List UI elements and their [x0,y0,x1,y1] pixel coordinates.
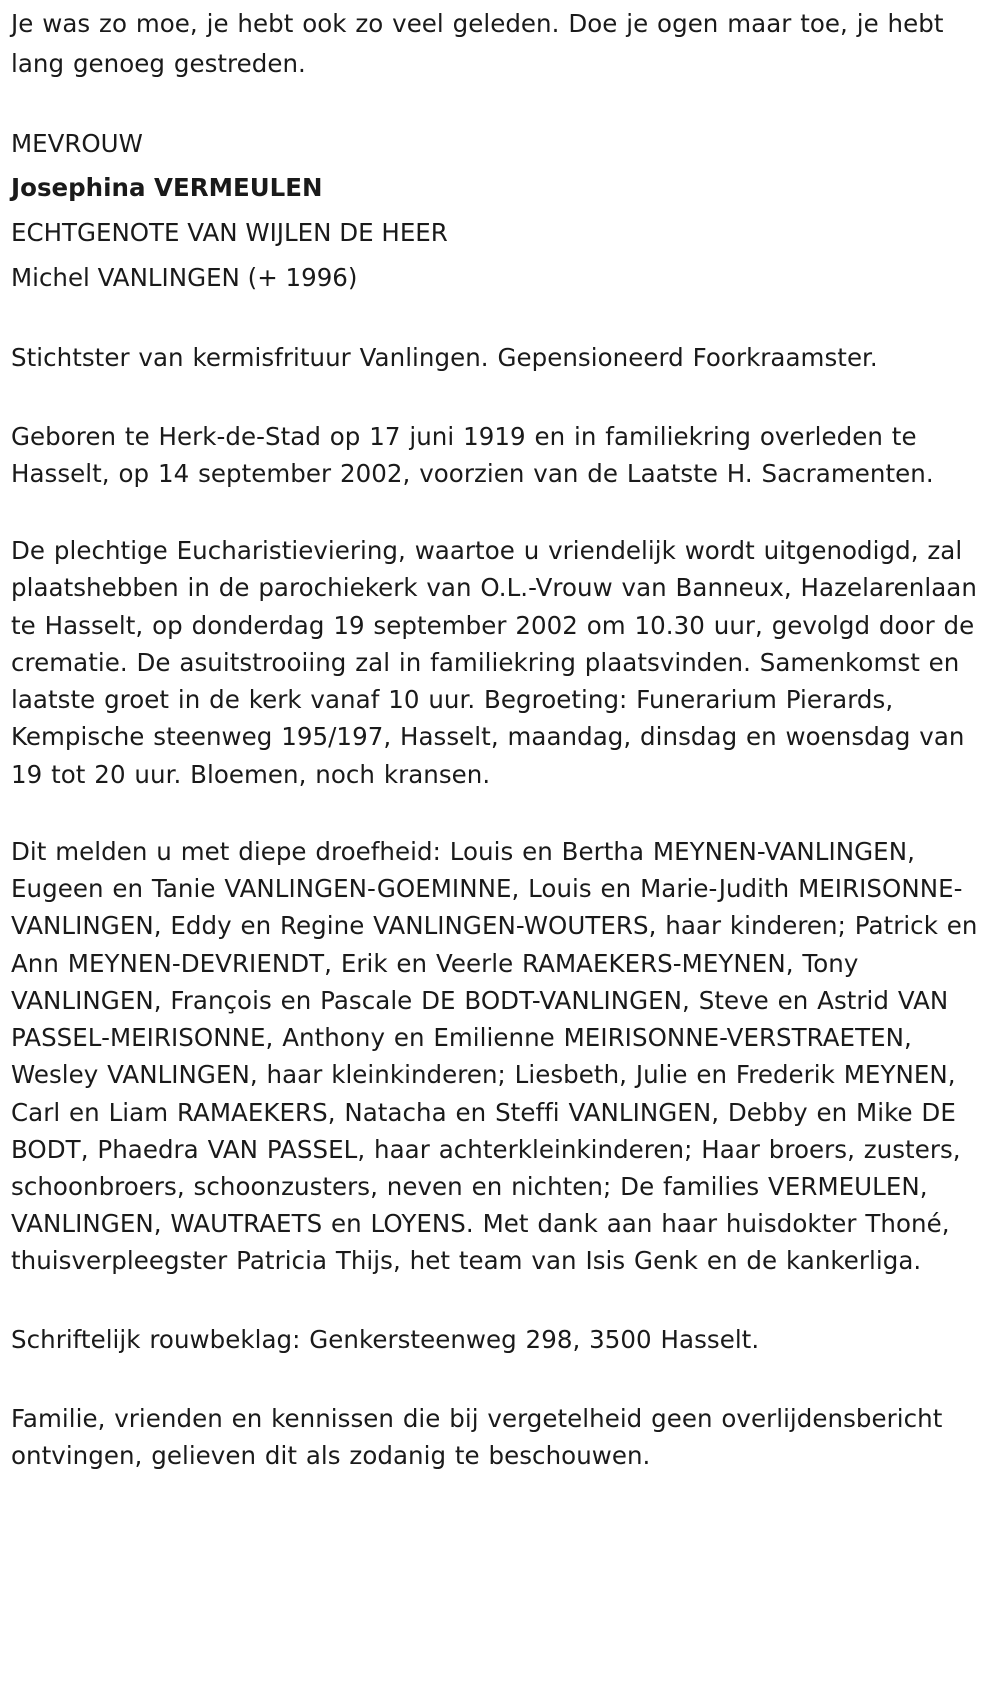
closing-note: Familie, vrienden en kennissen die bij vergetelheid geen overlijdensbericht ontvingen, gelieven dit als zodanig te beschouwen. [11,1403,943,1470]
deceased-header [11,124,986,298]
ceremony-paragraph: De plechtige Eucharistieviering, waartoe u vriendelijk wordt uitgenodigd, zal plaatshebben in de parochiekerk van O.L.-Vrouw van Banneux, Hazelarenlaan te Hasselt, op donderdag 19 september 2002 om 10.30 uur, gevolgd door de crematie. De asuitstrooiing zal in familiekring plaatsvinden. Samenkomst en laatste groet in de kerk vanaf 10 uur. Begroeting: Funerarium Pierards, Kempische steenweg 195/197, Hasselt, maandag, dinsdag en woensdag van 19 tot 20 uur. Bloemen, noch kransen. [11,536,977,789]
title-prefix: MEVROUW [11,129,143,158]
deceased-name: Josephina VERMEULEN [11,173,323,202]
condolence-address: Schriftelijk rouwbeklag: Genkersteenweg 298, 3500 Hasselt. [11,1324,760,1354]
family-paragraph: Dit melden u met diepe droefheid: Louis en Bertha MEYNEN-VANLINGEN, Eugeen en Tanie VANLINGEN-GOEMINNE, Louis en Marie-Judith MEIRISONNE-VANLINGEN, Eddy en Regine VANLINGEN-WOUTERS, haar kinderen; Patrick en Ann MEYNEN-DEVRIENDT, Erik en Veerle RAMAEKERS-MEYNEN, Tony VANLINGEN, François en Pascale DE BODT-VANLINGEN, Steve en Astrid VAN PASSEL-MEIRISONNE, Anthony en Emilienne MEIRISONNE-VERSTRAETEN, Wesley VANLINGEN, haar kleinkinderen; Liesbeth, Julie en Frederik MEYNEN, Carl en Liam RAMAEKERS, Natacha en Steffi VANLINGEN, Debby en Mike DE BODT, Phaedra VAN PASSEL, haar achterkleinkinderen; Haar broers, zusters, schoonbroers, schoonzusters, neven en nichten; De families VERMEULEN, VANLINGEN, WAUTRAETS en LOYENS. Met dank aan haar huisdokter Thoné, thuisverpleegster Patricia Thijs, het team van Isis Genk en de kankerliga. [11,837,978,1276]
birth-death-paragraph: Geboren te Herk-de-Stad op 17 juni 1919 en in familiekring overleden te Hasselt, op 14 september 2002, voorzien van de Laatste H. Sacramenten. [11,422,934,488]
relation-line: ECHTGENOTE VAN WIJLEN DE HEER [11,218,448,247]
spouse-line: Michel VANLINGEN (+ 1996) [11,263,358,292]
opening-verse: Je was zo moe, je hebt ook zo veel geleden. Doe je ogen maar toe, je hebt lang genoeg gestreden. [11,9,944,78]
founder-paragraph: Stichtster van kermisfrituur Vanlingen. Gepensioneerd Foorkraamster. [11,343,878,372]
